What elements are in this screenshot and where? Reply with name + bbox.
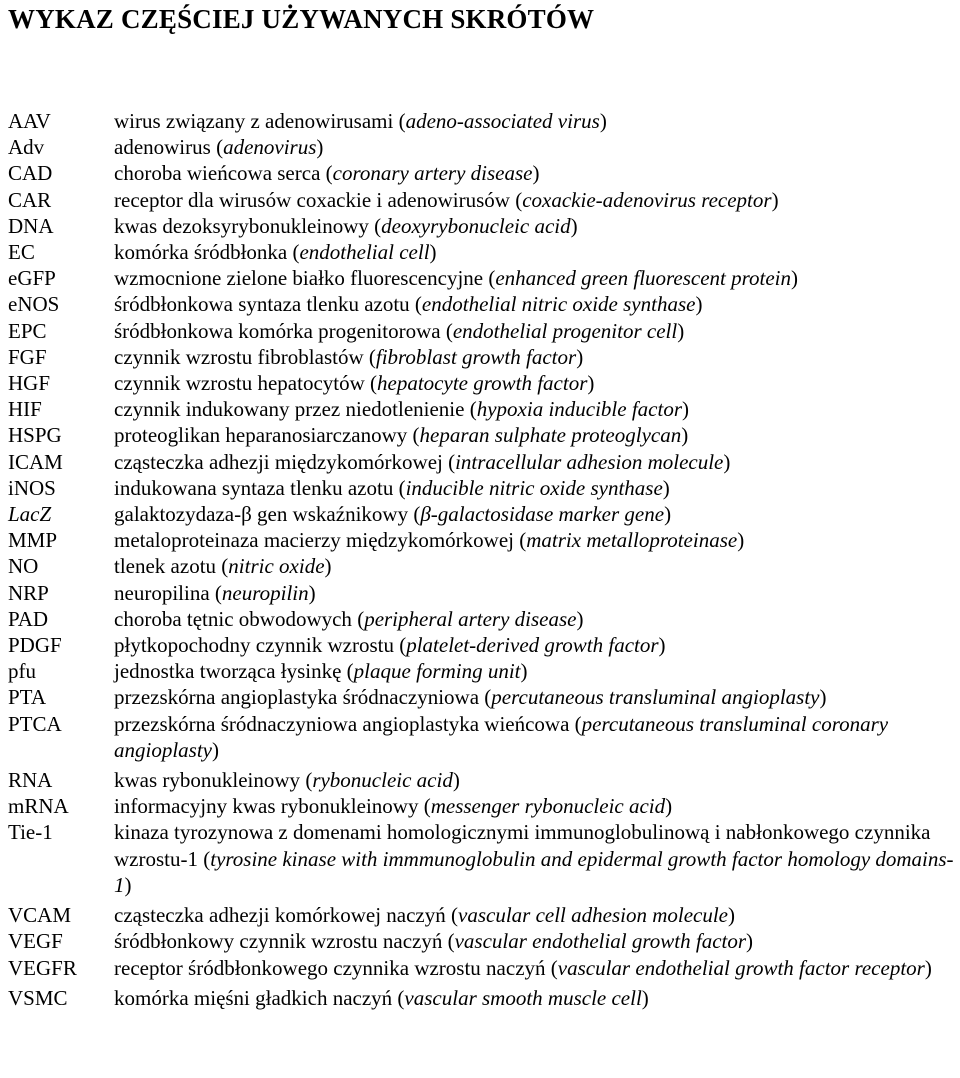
english-term: fibroblast growth factor bbox=[375, 344, 577, 369]
list-item bbox=[8, 291, 958, 317]
english-term: deoxyrybonucleic acid bbox=[381, 213, 571, 238]
abbreviation: CAD bbox=[8, 161, 53, 186]
abbreviation: VSMC bbox=[8, 985, 68, 1010]
list-item bbox=[8, 767, 958, 793]
polish-term: choroba wieńcowa serca bbox=[114, 161, 321, 186]
definition: kinaza tyrozynowa z domenami homologicznymi immunoglobulinową i nabłonkowego czynnika wzrostu-1 (tyrosine kinase with immmunoglobulin and epidermal growth factor homology domains-1) bbox=[114, 820, 954, 897]
english-term: vascular endothelial growth factor receptor bbox=[557, 955, 925, 980]
abbreviation: PAD bbox=[8, 606, 49, 631]
abbreviation: RNA bbox=[8, 768, 53, 793]
list-item bbox=[8, 527, 958, 553]
polish-term: adenowirus bbox=[114, 135, 211, 160]
abbreviation: CAR bbox=[8, 187, 52, 212]
english-term: platelet-derived growth factor bbox=[406, 633, 659, 658]
definition: śródbłonkowa syntaza tlenku azotu (endothelial nitric oxide synthase) bbox=[114, 292, 703, 317]
english-term: percutaneous transluminal coronary angioplasty bbox=[114, 711, 889, 762]
abbreviation: FGF bbox=[8, 344, 47, 369]
english-term: plaque forming unit bbox=[353, 659, 521, 684]
list-item bbox=[8, 580, 958, 606]
polish-term: jednostka tworząca łysinkę bbox=[114, 659, 342, 684]
polish-term: wzmocnione zielone białko fluorescencyjne bbox=[114, 266, 484, 291]
polish-term: metaloproteinaza macierzy międzykomórkowej bbox=[114, 528, 514, 553]
list-item bbox=[8, 684, 958, 710]
list-item bbox=[8, 396, 958, 422]
definition: tlenek azotu (nitric oxide) bbox=[114, 554, 332, 579]
abbreviation: eGFP bbox=[8, 266, 56, 291]
list-item bbox=[8, 239, 958, 265]
english-term: β-galactosidase marker gene bbox=[420, 502, 665, 527]
definition: kwas dezoksyrybonukleinowy (deoxyrybonucleic acid) bbox=[114, 213, 578, 238]
definition: czynnik indukowany przez niedotlenienie (hypoxia inducible factor) bbox=[114, 397, 690, 422]
polish-term: receptor śródbłonkowego czynnika wzrostu naczyń bbox=[114, 955, 546, 980]
abbreviation: EC bbox=[8, 240, 35, 265]
english-term: adeno-associated virus bbox=[405, 109, 600, 133]
polish-term: galaktozydaza-β gen wskaźnikowy bbox=[114, 502, 409, 527]
polish-term: informacyjny kwas rybonukleinowy bbox=[114, 794, 419, 819]
list-item bbox=[8, 632, 958, 658]
abbreviation: AAV bbox=[8, 109, 51, 133]
list-item bbox=[8, 902, 958, 928]
definition: receptor dla wirusów coxackie i adenowirusów (coxackie-adenovirus receptor) bbox=[114, 187, 779, 212]
definition: galaktozydaza-β gen wskaźnikowy (β-galactosidase marker gene) bbox=[114, 502, 672, 527]
english-term: vascular endothelial growth factor bbox=[454, 929, 747, 954]
list-item bbox=[8, 422, 958, 448]
abbreviation: HSPG bbox=[8, 423, 62, 448]
list-item bbox=[8, 449, 958, 475]
polish-term: czynnik wzrostu fibroblastów bbox=[114, 344, 364, 369]
english-term: endothelial progenitor cell bbox=[452, 318, 678, 343]
polish-term: neuropilina bbox=[114, 580, 210, 605]
abbreviation: DNA bbox=[8, 213, 54, 238]
polish-term: czynnik indukowany przez niedotlenienie bbox=[114, 397, 465, 422]
definition: cząsteczka adhezji międzykomórkowej (intracellular adhesion molecule) bbox=[114, 449, 731, 474]
definition: indukowana syntaza tlenku azotu (inducible nitric oxide synthase) bbox=[114, 475, 670, 500]
definition: śródbłonkowa komórka progenitorowa (endothelial progenitor cell) bbox=[114, 318, 685, 343]
english-term: intracellular adhesion molecule bbox=[455, 449, 724, 474]
definition: choroba tętnic obwodowych (peripheral artery disease) bbox=[114, 606, 584, 631]
abbreviation: iNOS bbox=[8, 475, 56, 500]
list-item bbox=[8, 213, 958, 239]
definition: czynnik wzrostu hepatocytów (hepatocyte growth factor) bbox=[114, 371, 595, 396]
english-term: adenovirus bbox=[223, 135, 317, 160]
definition: płytkopochodny czynnik wzrostu (platelet-derived growth factor) bbox=[114, 633, 666, 658]
polish-term: choroba tętnic obwodowych bbox=[114, 606, 352, 631]
english-term: nitric oxide bbox=[228, 554, 325, 579]
polish-term: wirus związany z adenowirusami bbox=[114, 109, 394, 133]
list-item bbox=[8, 370, 958, 396]
definition: przezskórna angioplastyka śródnaczyniowa (percutaneous transluminal angioplasty) bbox=[114, 685, 827, 710]
list-item bbox=[8, 475, 958, 501]
list-item bbox=[8, 793, 958, 819]
english-term: tyrosine kinase with immmunoglobulin and epidermal growth factor homology domains-1 bbox=[114, 846, 954, 897]
definition: komórka mięśni gładkich naczyń (vascular smooth muscle cell) bbox=[114, 985, 649, 1010]
page-title: WYKAZ CZĘŚCIEJ UŻYWANYCH SKRÓTÓW bbox=[8, 4, 595, 34]
english-term: peripheral artery disease bbox=[364, 606, 577, 631]
abbreviation: ICAM bbox=[8, 449, 63, 474]
polish-term: płytkopochodny czynnik wzrostu bbox=[114, 633, 394, 658]
polish-term: śródbłonkowa komórka progenitorowa bbox=[114, 318, 441, 343]
definition: neuropilina (neuropilin) bbox=[114, 580, 316, 605]
english-term: coronary artery disease bbox=[332, 161, 533, 186]
english-term: messenger rybonucleic acid bbox=[430, 794, 666, 819]
english-term: neuropilin bbox=[221, 580, 309, 605]
abbreviation: NO bbox=[8, 554, 39, 579]
polish-term: przezskórna angioplastyka śródnaczyniowa bbox=[114, 685, 480, 710]
definition: cząsteczka adhezji komórkowej naczyń (vascular cell adhesion molecule) bbox=[114, 903, 736, 928]
abbreviation: NRP bbox=[8, 580, 49, 605]
polish-term: komórka mięśni gładkich naczyń bbox=[114, 985, 393, 1010]
definition: proteoglikan heparanosiarczanowy (heparan sulphate proteoglycan) bbox=[114, 423, 689, 448]
polish-term: kwas rybonukleinowy bbox=[114, 768, 301, 793]
english-term: percutaneous transluminal angioplasty bbox=[491, 685, 820, 710]
english-term: endothelial cell bbox=[299, 240, 430, 265]
english-term: heparan sulphate proteoglycan bbox=[419, 423, 682, 448]
polish-term: komórka śródbłonka bbox=[114, 240, 288, 265]
english-term: hypoxia inducible factor bbox=[476, 397, 683, 422]
list-item bbox=[8, 187, 958, 213]
abbreviation: eNOS bbox=[8, 292, 60, 317]
polish-term: śródbłonkowy czynnik wzrostu naczyń bbox=[114, 929, 443, 954]
abbreviation: MMP bbox=[8, 528, 58, 553]
english-term: enhanced green fluorescent protein bbox=[495, 266, 792, 291]
definition: komórka śródbłonka (endothelial cell) bbox=[114, 240, 437, 265]
english-term: endothelial nitric oxide synthase bbox=[421, 292, 696, 317]
list-item bbox=[8, 606, 958, 632]
list-item bbox=[8, 985, 958, 1011]
polish-term: cząsteczka adhezji komórkowej naczyń bbox=[114, 903, 446, 928]
abbreviation: VCAM bbox=[8, 903, 72, 928]
definition: metaloproteinaza macierzy międzykomórkowej (matrix metalloproteinase) bbox=[114, 528, 745, 553]
definition: choroba wieńcowa serca (coronary artery disease) bbox=[114, 161, 540, 186]
polish-term: cząsteczka adhezji międzykomórkowej bbox=[114, 449, 443, 474]
english-term: hepatocyte growth factor bbox=[377, 371, 588, 396]
polish-term: kinaza tyrozynowa z domenami homologicznymi immunoglobulinową i nabłonkowego czynnika wzrostu-1 bbox=[114, 820, 931, 871]
abbreviation: HIF bbox=[8, 397, 42, 422]
definition: adenowirus (adenovirus) bbox=[114, 135, 324, 160]
english-term: coxackie-adenovirus receptor bbox=[522, 187, 772, 212]
definition: czynnik wzrostu fibroblastów (fibroblast growth factor) bbox=[114, 344, 584, 369]
abbreviation: PTA bbox=[8, 685, 46, 710]
definition: wirus związany z adenowirusami (adeno-associated virus) bbox=[114, 109, 607, 133]
abbreviation: PDGF bbox=[8, 633, 62, 658]
list-item bbox=[8, 553, 958, 579]
definition: przezskórna śródnaczyniowa angioplastyka wieńcowa (percutaneous transluminal coronary angioplasty) bbox=[114, 711, 889, 762]
polish-term: kwas dezoksyrybonukleinowy bbox=[114, 213, 369, 238]
list-item bbox=[8, 344, 958, 370]
definition: receptor śródbłonkowego czynnika wzrostu naczyń (vascular endothelial growth factor receptor) bbox=[114, 955, 932, 980]
abbreviation: Tie-1 bbox=[8, 820, 53, 845]
polish-term: przezskórna śródnaczyniowa angioplastyka wieńcowa bbox=[114, 711, 570, 736]
list-item bbox=[8, 928, 958, 954]
abbreviation: PTCA bbox=[8, 711, 62, 736]
abbreviation: VEGFR bbox=[8, 955, 77, 980]
abbreviation: LacZ bbox=[8, 502, 52, 527]
list-item bbox=[8, 501, 958, 527]
list-item bbox=[8, 318, 958, 344]
abbreviation: mRNA bbox=[8, 794, 69, 819]
list-item bbox=[8, 955, 958, 981]
polish-term: receptor dla wirusów coxackie i adenowirusów bbox=[114, 187, 510, 212]
list-item bbox=[8, 265, 958, 291]
english-term: vascular smooth muscle cell bbox=[404, 985, 642, 1010]
abbreviation: pfu bbox=[8, 659, 36, 684]
polish-term: proteoglikan heparanosiarczanowy bbox=[114, 423, 408, 448]
definition: jednostka tworząca łysinkę (plaque forming unit) bbox=[114, 659, 528, 684]
definition: wzmocnione zielone białko fluorescencyjne (enhanced green fluorescent protein) bbox=[114, 266, 799, 291]
polish-term: indukowana syntaza tlenku azotu bbox=[114, 475, 394, 500]
polish-term: czynnik wzrostu hepatocytów bbox=[114, 371, 365, 396]
list-item bbox=[8, 160, 958, 186]
definition: śródbłonkowy czynnik wzrostu naczyń (vascular endothelial growth factor) bbox=[114, 929, 754, 954]
english-term: rybonucleic acid bbox=[312, 768, 453, 793]
definition: informacyjny kwas rybonukleinowy (messenger rybonucleic acid) bbox=[114, 794, 673, 819]
abbreviation: Adv bbox=[8, 135, 45, 160]
abbreviation: EPC bbox=[8, 318, 47, 343]
list-item bbox=[8, 658, 958, 684]
list-item bbox=[8, 108, 958, 134]
polish-term: śródbłonkowa syntaza tlenku azotu bbox=[114, 292, 410, 317]
english-term: inducible nitric oxide synthase bbox=[405, 475, 663, 500]
abbreviation: HGF bbox=[8, 371, 51, 396]
english-term: matrix metalloproteinase bbox=[526, 528, 738, 553]
list-item bbox=[8, 711, 958, 763]
abbreviation: VEGF bbox=[8, 929, 63, 954]
list-item bbox=[8, 134, 958, 160]
list-item bbox=[8, 819, 958, 898]
english-term: vascular cell adhesion molecule bbox=[458, 903, 729, 928]
polish-term: tlenek azotu bbox=[114, 554, 217, 579]
abbreviation-list bbox=[8, 108, 958, 1011]
definition: kwas rybonukleinowy (rybonucleic acid) bbox=[114, 768, 460, 793]
